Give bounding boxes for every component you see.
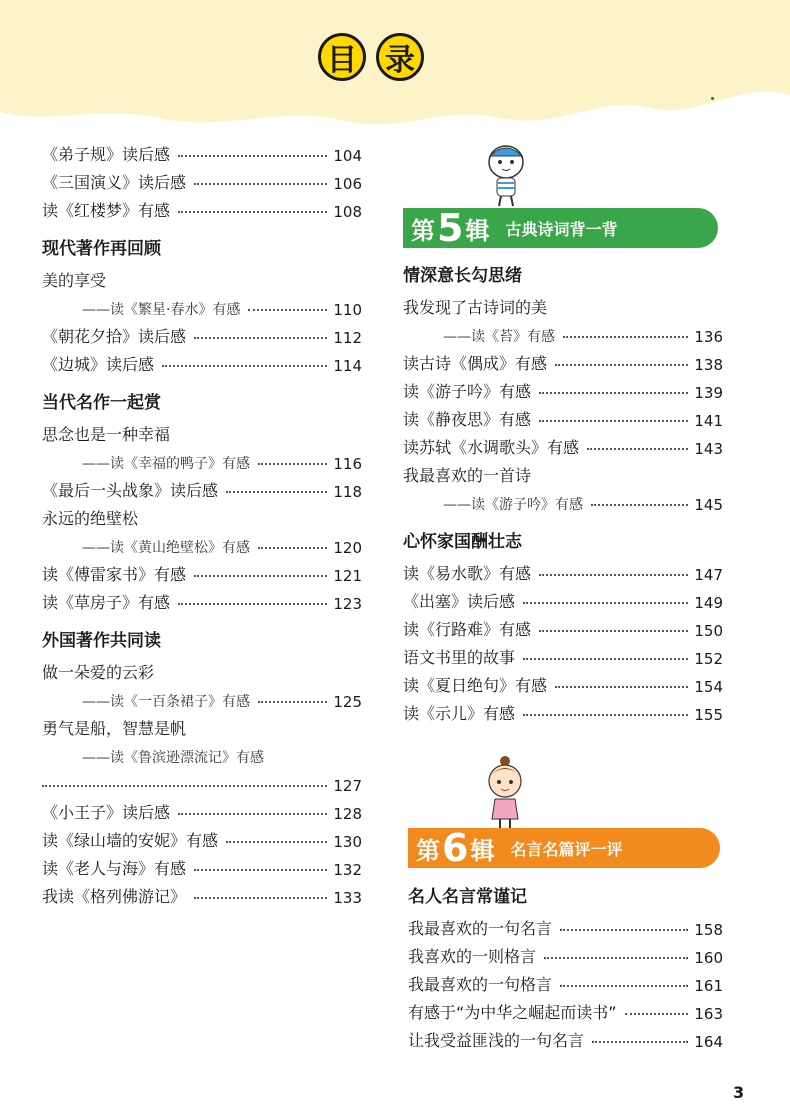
entry-page: 139	[694, 384, 723, 402]
entry-title: 《边城》读后感	[42, 355, 155, 374]
entry-title: 《最后一头战象》读后感	[42, 481, 219, 500]
entry-page: 123	[333, 595, 362, 613]
entry-page: 155	[694, 706, 723, 724]
entry-title: 读《行路难》有感	[403, 620, 532, 639]
banner-name: 名言名篇评一评	[510, 839, 623, 859]
entry-title: 让我受益匪浅的一句名言	[408, 1031, 585, 1050]
entry-page: 154	[694, 678, 723, 696]
decorative-dot	[711, 97, 714, 100]
title-char-2: 录	[376, 33, 424, 81]
entry-title: 读《傅雷家书》有感	[42, 565, 187, 584]
entry-title: 我喜欢的一则格言	[408, 947, 537, 966]
left-column	[42, 137, 362, 907]
toc-entry-title[interactable]: 勇气是船，智慧是帆	[42, 719, 187, 738]
entry-page: 118	[333, 483, 362, 501]
toc-entry[interactable]	[403, 430, 723, 458]
entry-title: 我最喜欢的一句名言	[408, 919, 553, 938]
entry-title: 《朝花夕拾》读后感	[42, 327, 187, 346]
entry-title: 读《老人与海》有感	[42, 859, 187, 878]
entry-title: 我读《格列佛游记》	[42, 887, 187, 906]
toc-entry[interactable]	[42, 291, 362, 319]
title-char-1: 目	[318, 33, 366, 81]
entry-page: 149	[694, 594, 723, 612]
toc-entry[interactable]	[408, 939, 723, 967]
girl-mascot-illustration	[480, 755, 530, 831]
toc-entry-title[interactable]: 美的享受	[42, 271, 107, 290]
entry-title: 读《夏日绝句》有感	[403, 676, 548, 695]
entry-title: 《三国演义》读后感	[42, 173, 187, 192]
toc-entry[interactable]	[403, 402, 723, 430]
banner-number: 6	[442, 826, 469, 870]
section-heading: 情深意长勾思绪	[403, 266, 522, 286]
entry-page: 104	[333, 147, 362, 165]
entry-page: 141	[694, 412, 723, 430]
page-number: 3	[733, 1083, 745, 1102]
entry-page: 125	[333, 693, 362, 711]
entry-subtitle[interactable]: ——读《鲁滨逊漂流记》有感	[82, 750, 264, 766]
toc-entry[interactable]	[408, 1023, 723, 1051]
banner-tail: 辑	[465, 216, 490, 245]
toc-entry[interactable]	[403, 486, 723, 514]
toc-entry[interactable]	[403, 668, 723, 696]
entry-page: 120	[333, 539, 362, 557]
toc-entry-title[interactable]: 永远的绝壁松	[42, 509, 139, 528]
toc-entry[interactable]	[403, 612, 723, 640]
entry-page: 112	[333, 329, 362, 347]
toc-entry[interactable]	[408, 911, 723, 939]
toc-entry[interactable]	[403, 556, 723, 584]
toc-entry[interactable]	[42, 347, 362, 375]
section-heading: 当代名作一起赏	[42, 393, 161, 413]
toc-entry-title[interactable]: 我发现了古诗词的美	[403, 298, 548, 317]
entry-page: 128	[333, 805, 362, 823]
entry-page: 163	[694, 1005, 723, 1023]
entry-page: 130	[333, 833, 362, 851]
toc-entry[interactable]	[42, 851, 362, 879]
banner-lead: 第	[416, 836, 440, 865]
toc-entry[interactable]	[403, 640, 723, 668]
entry-page: 116	[333, 455, 362, 473]
section-heading: 外国著作共同读	[42, 631, 161, 651]
entry-title: 读《红楼梦》有感	[42, 201, 171, 220]
toc-entry[interactable]	[42, 137, 362, 165]
entry-page: 147	[694, 566, 723, 584]
entry-title: 读《静夜思》有感	[403, 410, 532, 429]
toc-entry[interactable]	[42, 557, 362, 585]
toc-entry[interactable]	[403, 374, 723, 402]
entry-page: 110	[333, 301, 362, 319]
toc-entry[interactable]	[403, 318, 723, 346]
page-title	[318, 33, 424, 81]
entry-subtitle: ——读《游子吟》有感	[443, 497, 583, 513]
section-heading: 名人名言常谨记	[408, 887, 527, 907]
banner-lead: 第	[411, 216, 435, 245]
toc-entry-title[interactable]: 思念也是一种幸福	[42, 425, 171, 444]
entry-page: 132	[333, 861, 362, 879]
toc-entry[interactable]	[42, 445, 362, 473]
entry-page: 161	[694, 977, 723, 995]
entry-page: 150	[694, 622, 723, 640]
entry-page: 108	[333, 203, 362, 221]
entry-title: 《出塞》读后感	[403, 592, 516, 611]
toc-entry[interactable]	[42, 795, 362, 823]
entry-page: 121	[333, 567, 362, 585]
toc-entry[interactable]	[403, 584, 723, 612]
toc-entry[interactable]	[42, 319, 362, 347]
entry-page: 164	[694, 1033, 723, 1051]
entry-title: 读古诗《偶成》有感	[403, 354, 548, 373]
entry-title: 读《游子吟》有感	[403, 382, 532, 401]
entry-title: 读苏轼《水调歌头》有感	[403, 438, 580, 457]
entry-page: 127	[333, 777, 362, 795]
entry-subtitle: ——读《一百条裙子》有感	[82, 694, 250, 710]
chapter-6-banner	[408, 828, 720, 868]
entry-page: 143	[694, 440, 723, 458]
toc-entry-page-line[interactable]	[42, 767, 362, 795]
section-heading: 心怀家国酬壮志	[403, 532, 522, 552]
right-column-bottom	[408, 877, 723, 1051]
toc-entry[interactable]	[42, 165, 362, 193]
toc-entry[interactable]	[42, 529, 362, 557]
entry-title: 《弟子规》读后感	[42, 145, 171, 164]
entry-title: 有感于“为中华之崛起而读书”	[408, 1003, 617, 1022]
entry-page: 114	[333, 357, 362, 375]
entry-title: 读《易水歌》有感	[403, 564, 532, 583]
chapter-5-banner	[403, 208, 718, 248]
toc-entry[interactable]	[408, 995, 723, 1023]
entry-subtitle: ——读《繁星·春水》有感	[82, 302, 241, 318]
entry-title: 读《绿山墙的安妮》有感	[42, 831, 219, 850]
toc-entry[interactable]	[42, 473, 362, 501]
toc-entry-title[interactable]: 做一朵爱的云彩	[42, 663, 155, 682]
entry-page: 138	[694, 356, 723, 374]
entry-page: 145	[694, 496, 723, 514]
toc-entry[interactable]	[42, 823, 362, 851]
entry-subtitle: ——读《黄山绝壁松》有感	[82, 540, 250, 556]
toc-entry[interactable]	[403, 696, 723, 724]
entry-title: 语文书里的故事	[403, 648, 516, 667]
entry-page: 133	[333, 889, 362, 907]
entry-subtitle: ——读《幸福的鸭子》有感	[82, 456, 250, 472]
toc-entry[interactable]	[403, 346, 723, 374]
banner-number: 5	[437, 206, 464, 250]
entry-title: 我最喜欢的一句格言	[408, 975, 553, 994]
entry-page: 158	[694, 921, 723, 939]
toc-entry[interactable]	[42, 193, 362, 221]
entry-page: 106	[333, 175, 362, 193]
toc-entry[interactable]	[408, 967, 723, 995]
toc-entry[interactable]	[42, 683, 362, 711]
entry-title: 读《草房子》有感	[42, 593, 171, 612]
cat-mascot-illustration	[478, 138, 534, 208]
banner-tail: 辑	[470, 836, 495, 865]
banner-name: 古典诗词背一背	[505, 219, 618, 239]
entry-title: 读《示儿》有感	[403, 704, 516, 723]
entry-page: 136	[694, 328, 723, 346]
toc-entry[interactable]	[42, 585, 362, 613]
entry-title: 《小王子》读后感	[42, 803, 171, 822]
entry-page: 152	[694, 650, 723, 668]
entry-page: 160	[694, 949, 723, 967]
section-heading: 现代著作再回顾	[42, 239, 161, 259]
right-column-top	[403, 256, 723, 724]
toc-entry[interactable]	[42, 879, 362, 907]
entry-subtitle: ——读《苔》有感	[443, 329, 555, 345]
toc-entry-title[interactable]: 我最喜欢的一首诗	[403, 466, 532, 485]
